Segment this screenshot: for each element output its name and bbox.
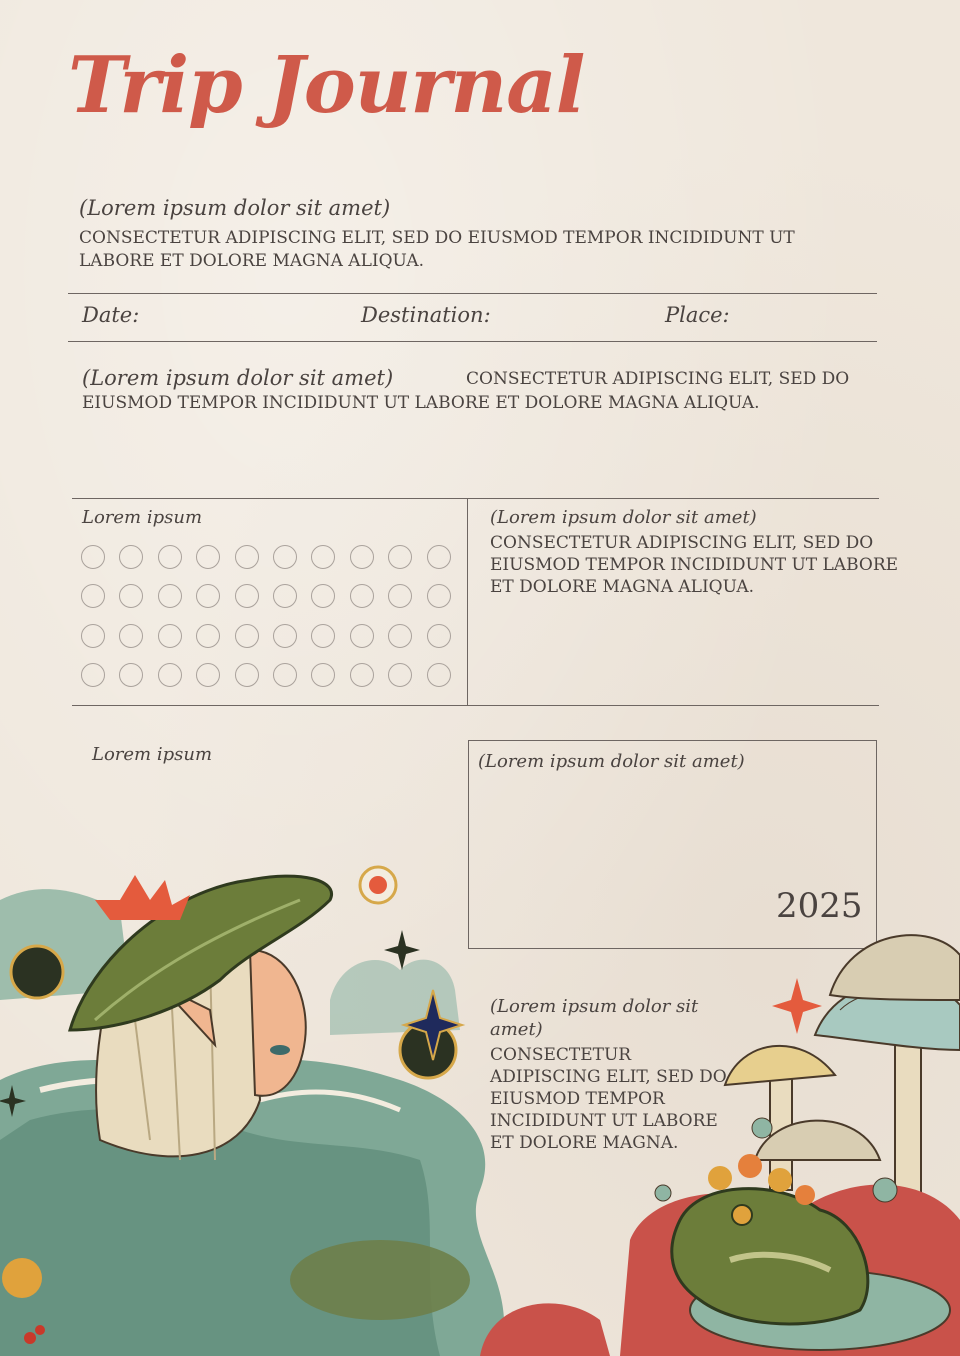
tracker-circle[interactable]: [427, 545, 451, 569]
tracker-circle[interactable]: [427, 663, 451, 687]
tracker-circle[interactable]: [273, 584, 297, 608]
tracker-circle[interactable]: [350, 663, 374, 687]
section2-body-line1: CONSECTETUR ADIPISCING ELIT, SED DO: [466, 369, 850, 389]
tracker-divider: [467, 498, 468, 706]
bottom-note-heading-line2: amet): [490, 1019, 543, 1040]
tracker-circle[interactable]: [311, 663, 335, 687]
tracker-circle[interactable]: [311, 545, 335, 569]
tracker-circle[interactable]: [81, 663, 105, 687]
tracker-circle[interactable]: [427, 584, 451, 608]
tracker-bottom-rule: [72, 705, 879, 706]
place-label: Place:: [665, 303, 730, 327]
tracker-circle[interactable]: [196, 663, 220, 687]
tracker-circle[interactable]: [158, 663, 182, 687]
tracker-circle[interactable]: [119, 584, 143, 608]
bottom-note-line2: ADIPISCING ELIT, SED DO: [490, 1067, 727, 1087]
tracker-circle[interactable]: [388, 584, 412, 608]
fields-bottom-rule: [68, 341, 877, 342]
tracker-circle[interactable]: [235, 545, 259, 569]
tracker-circle[interactable]: [311, 624, 335, 648]
fields-top-rule: [68, 293, 877, 294]
bottom-note-line1: CONSECTETUR: [490, 1045, 632, 1065]
bottom-note-heading-line1: (Lorem ipsum dolor sit: [490, 996, 699, 1017]
year-box-heading: (Lorem ipsum dolor sit amet): [478, 751, 745, 772]
section2-body-line2: EIUSMOD TEMPOR INCIDIDUNT UT LABORE ET DOLORE MAGNA ALIQUA.: [82, 393, 760, 413]
tracker-circle[interactable]: [81, 545, 105, 569]
tracker-circle[interactable]: [196, 545, 220, 569]
bottom-note-line3: EIUSMOD TEMPOR: [490, 1089, 665, 1109]
bottom-note-line5: ET DOLORE MAGNA.: [490, 1133, 679, 1153]
note-right-line2: EIUSMOD TEMPOR INCIDIDUNT UT LABORE: [490, 555, 899, 575]
tracker-circle[interactable]: [235, 663, 259, 687]
tracker-circle[interactable]: [350, 545, 374, 569]
destination-label: Destination:: [361, 303, 491, 327]
tracker-circle[interactable]: [350, 624, 374, 648]
tracker-circle[interactable]: [350, 584, 374, 608]
note-right-line1: CONSECTETUR ADIPISCING ELIT, SED DO: [490, 533, 874, 553]
note-right-heading: (Lorem ipsum dolor sit amet): [490, 507, 757, 528]
tracker-circle-grid: [81, 545, 451, 687]
tracker-circle[interactable]: [196, 584, 220, 608]
intro-body-line1: CONSECTETUR ADIPISCING ELIT, SED DO EIUSMOD TEMPOR INCIDIDUNT UT: [79, 228, 795, 248]
tracker-top-rule: [72, 498, 879, 499]
fairy-pond-illustration: [0, 860, 960, 1356]
tracker-circle[interactable]: [388, 545, 412, 569]
bottom-note-line4: INCIDIDUNT UT LABORE: [490, 1111, 718, 1131]
intro-heading: (Lorem ipsum dolor sit amet): [79, 196, 391, 220]
tracker-circle[interactable]: [427, 624, 451, 648]
date-label: Date:: [82, 303, 140, 327]
intro-body-line2: LABORE ET DOLORE MAGNA ALIQUA.: [79, 251, 425, 271]
page-title: Trip Journal: [68, 40, 585, 131]
tracker-circle[interactable]: [158, 545, 182, 569]
tracker-circle[interactable]: [273, 545, 297, 569]
lower-label: Lorem ipsum: [92, 744, 213, 765]
tracker-circle[interactable]: [119, 663, 143, 687]
tracker-circle[interactable]: [81, 624, 105, 648]
tracker-circle[interactable]: [196, 624, 220, 648]
tracker-circle[interactable]: [158, 624, 182, 648]
tracker-circle[interactable]: [388, 663, 412, 687]
tracker-circle[interactable]: [311, 584, 335, 608]
tracker-circle[interactable]: [273, 663, 297, 687]
tracker-circle[interactable]: [388, 624, 412, 648]
tracker-circle[interactable]: [235, 584, 259, 608]
note-right-line3: ET DOLORE MAGNA ALIQUA.: [490, 577, 755, 597]
tracker-circle[interactable]: [158, 584, 182, 608]
tracker-label: Lorem ipsum: [82, 507, 203, 528]
tracker-circle[interactable]: [119, 545, 143, 569]
section2-heading: (Lorem ipsum dolor sit amet): [82, 366, 394, 390]
tracker-circle[interactable]: [81, 584, 105, 608]
tracker-circle[interactable]: [273, 624, 297, 648]
year-text: 2025: [776, 886, 863, 926]
tracker-circle[interactable]: [235, 624, 259, 648]
tracker-circle[interactable]: [119, 624, 143, 648]
